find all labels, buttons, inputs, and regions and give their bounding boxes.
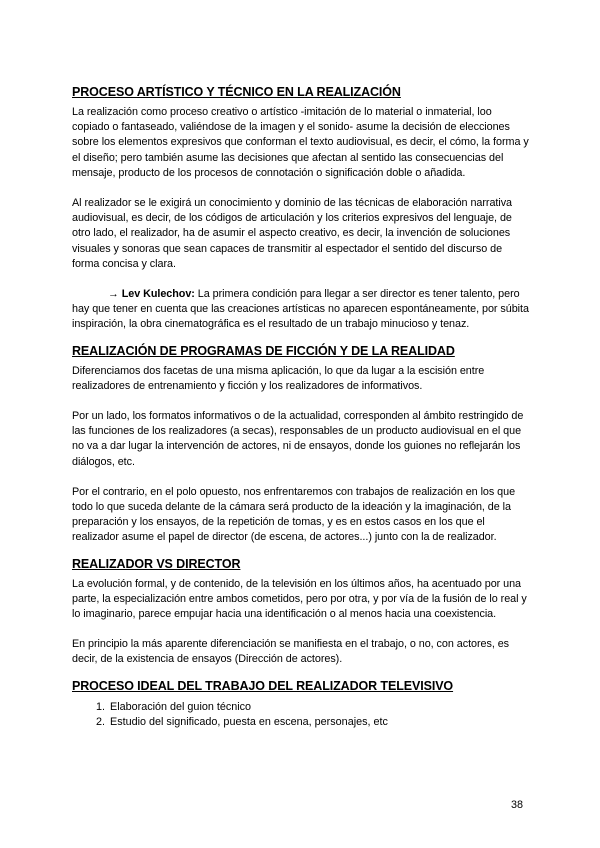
list-item: 2. Estudio del significado, puesta en escena, personajes, etc bbox=[108, 715, 530, 730]
paragraph: La realización como proceso creativo o artístico -imitación de lo material o inmaterial, loo copiado o fantaseado, valiéndose de la imagen y el sonido- asume la decisión de elecciones sobre los elementos expresivos que conforman el texto audiovisual, es decir, el cómo, la forma y el diseño; pero también asume las decisiones que afectan al sentido las consecuencias del mensaje, producto de los procesos de connotación o significación doble o añadida. bbox=[72, 106, 529, 179]
quote-text: La primera condición para llegar a ser director es tener talento, pero hay que tener en cuenta que las creaciones artísticas no aparecen espontáneamente, por súbita inspiración, la obra cinematográfica es el resultado de un trabajo minucioso y tenaz. bbox=[72, 288, 529, 331]
quote-paragraph bbox=[72, 287, 530, 333]
numbered-list bbox=[72, 700, 530, 730]
paragraph: Diferenciamos dos facetas de una misma aplicación, lo que da lugar a la escisión entre realizadores de entrenamiento y ficción y los realizadores de informativos. bbox=[72, 364, 485, 392]
paragraph: La evolución formal, y de contenido, de la televisión en los últimos años, ha acentuado por una parte, la especialización entre ambos cometidos, pero por otra, y por vía de la fusión de lo real y lo imaginario, parece empujar hacia una identificación o al menos hacia una coexistencia. bbox=[72, 577, 527, 621]
quote-author: Lev Kulechov: bbox=[121, 288, 195, 301]
page-content bbox=[72, 84, 530, 730]
paragraph: Por el contrario, en el polo opuesto, nos enfrentaremos con trabajos de realización en los que todo lo que suceda delante de la cámara será producto de la ideación y la imaginación, de la preparación y los ensayos, de la repetición de tomas, y es en estos casos en los que el realizador asume el papel de director (de escena, de actores...) junto con la de realizador. bbox=[72, 485, 516, 544]
section-heading-realizador-vs-director: REALIZADOR VS DIRECTOR bbox=[72, 556, 241, 571]
page-number: 38 bbox=[511, 799, 524, 811]
paragraph: Al realizador se le exigirá un conocimiento y dominio de las técnicas de elaboración narrativa audiovisual, es decir, de los códigos de articulación y los criterios expresivos del lenguaje, de otro lado, el realizador, ha de asumir el aspecto creativo, es decir, la invención de soluciones visuales y sonoras que sean capaces de transmitir al espectador el sentido del discurso de forma concisa y clara. bbox=[72, 197, 513, 270]
section-heading-proceso-ideal: PROCESO IDEAL DEL TRABAJO DEL REALIZADOR TELEVISIVO bbox=[72, 678, 454, 693]
section-heading-realizacion-programas: REALIZACIÓN DE PROGRAMAS DE FICCIÓN Y DE LA REALIDAD bbox=[72, 343, 455, 358]
list-item: 1. Elaboración del guion técnico bbox=[108, 700, 530, 715]
section-heading-proceso-artistico: PROCESO ARTÍSTICO Y TÉCNICO EN LA REALIZACIÓN bbox=[72, 85, 401, 99]
right-arrow-icon: → bbox=[108, 288, 119, 301]
paragraph: Por un lado, los formatos informativos o de la actualidad, corresponden al ámbito restringido de las funciones de los realizadores (a secas), responsables de un producto audiovisual en el que no va a dar lugar la intervención de actores, ni de ensayos, donde los guiones no reflejarán los diálogos, etc. bbox=[72, 410, 524, 468]
paragraph: En principio la más aparente diferenciación se manifiesta en el trabajo, o no, con actores, es decir, de la existencia de ensayos (Dirección de actores). bbox=[72, 638, 510, 666]
